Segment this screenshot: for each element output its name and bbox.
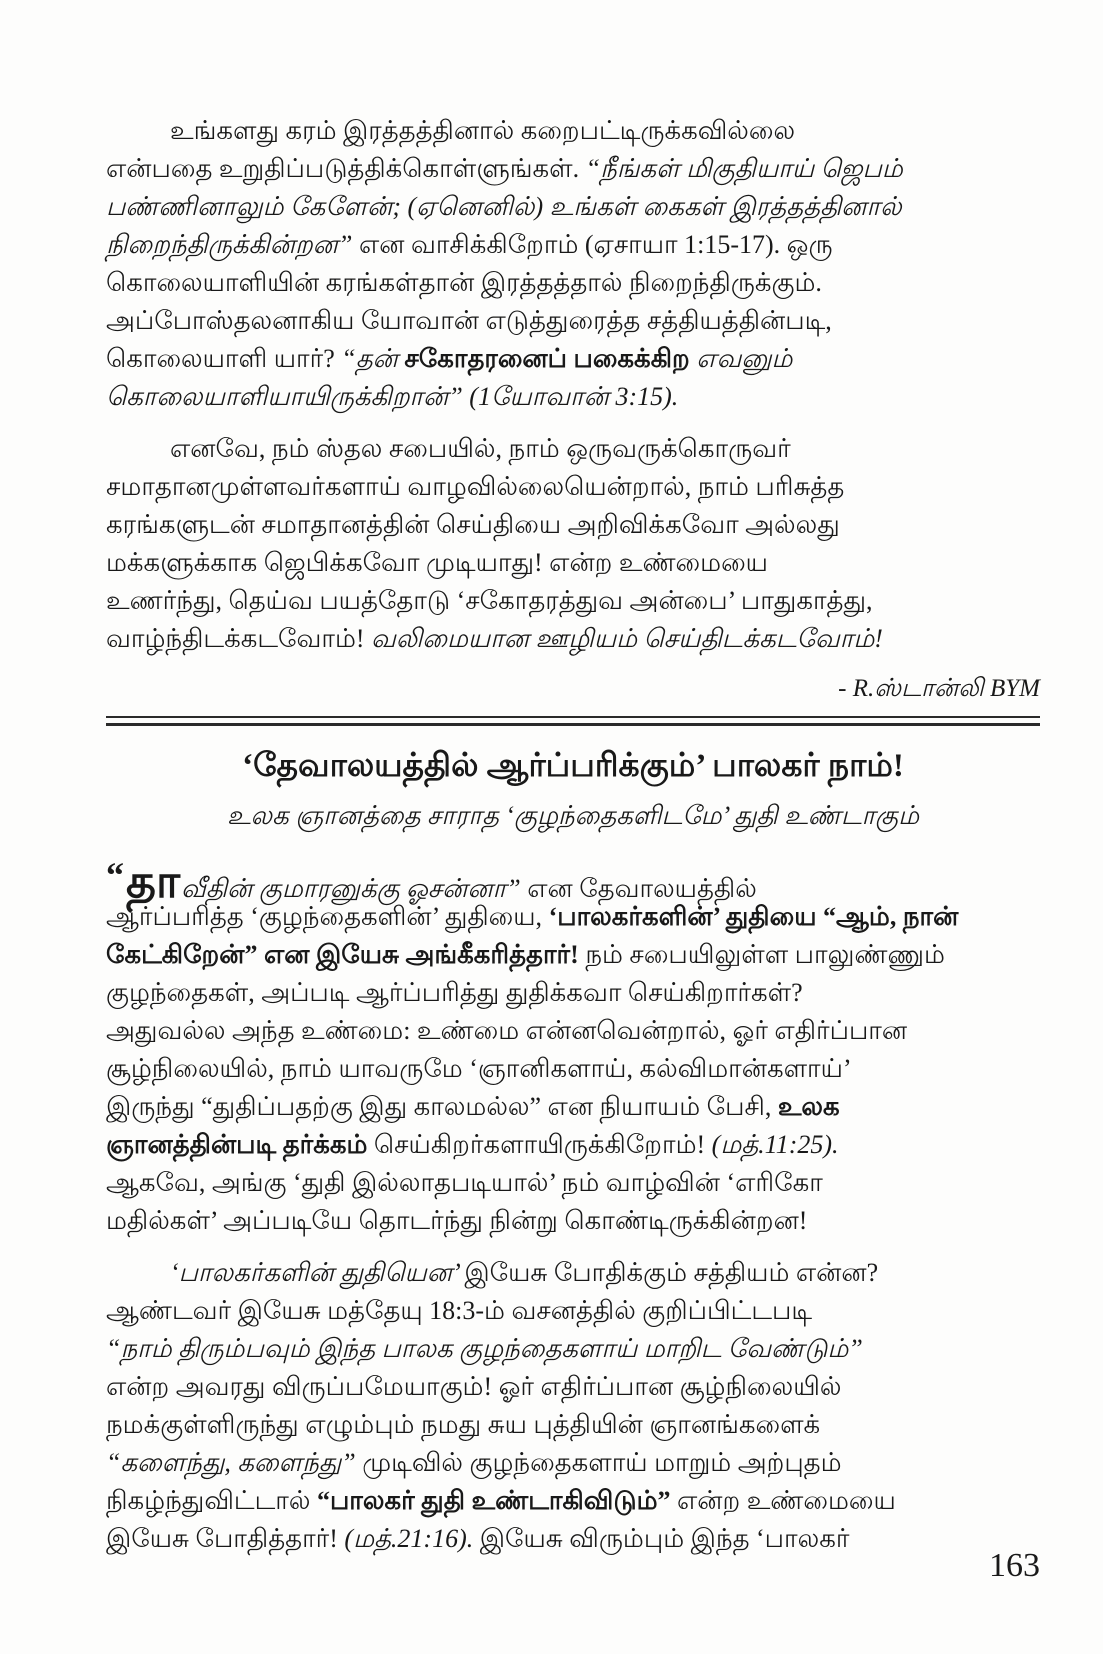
text-segment: (மத்.21:16).: [344, 1524, 480, 1553]
text-segment: நமக்குள்ளிருந்து எழும்பும் நமது சுய புத்தியின் ஞானங்களைக்: [106, 1410, 821, 1439]
text-segment: இயேசு போதிக்கும் சத்தியம் என்ன?: [464, 1258, 879, 1287]
text-segment: என தேவாலயத்தில்: [527, 874, 757, 903]
text-segment: “தன்: [341, 344, 405, 373]
text-segment: சமாதானமுள்ளவர்களாய் வாழவில்லையென்றால், நாம் பரிசுத்த: [106, 472, 845, 501]
text-segment: எவனும்: [696, 344, 793, 373]
text-segment: என வாசிக்கிறோம் (ஏசாயா 1:15-17). ஒரு: [358, 230, 833, 259]
text-line: [106, 112, 1040, 150]
text-line: [106, 264, 1040, 302]
article-subtitle: உலக ஞானத்தை சாராத ‘குழந்தைகளிடமே’ துதி உண்டாகும்: [226, 801, 920, 830]
text-segment: கரங்களுடன் சமாதானத்தின் செய்தியை அறிவிக்கவோ அல்லது: [106, 510, 840, 539]
text-segment: கொலையாளியின் கரங்கள்தான் இரத்தத்தால் நிறைந்திருக்கும்.: [106, 268, 822, 297]
text-segment: சகோதரனைப் பகைக்கிற: [404, 344, 697, 373]
text-line: [106, 1050, 1040, 1088]
text-line: [106, 620, 1040, 658]
text-segment: என்ற உண்மையை: [677, 1486, 896, 1515]
text-line: [106, 1202, 1040, 1240]
text-segment: பண்ணினாலும் கேளேன்; (ஏனெனில்) உங்கள் கைகள் இரத்தத்தினால்: [106, 192, 902, 221]
paragraph: [106, 1254, 1040, 1558]
text-line: [106, 1012, 1040, 1050]
text-segment: இயேசு போதித்தார்!: [106, 1524, 345, 1553]
text-segment: அதுவல்ல அந்த உண்மை: உண்மை என்னவென்றால், ஓர் எதிர்ப்பான: [106, 1016, 908, 1045]
text-segment: சூழ்நிலையில், நாம் யாவருமே ‘ஞானிகளாய், கல்விமான்களாய்’: [106, 1054, 852, 1083]
text-segment: “களைந்து, களைந்து”: [106, 1448, 363, 1477]
text-line: [106, 226, 1040, 264]
text-line: [106, 1254, 1040, 1292]
text-line: [106, 150, 1040, 188]
text-line: [106, 1368, 1040, 1406]
text-segment: ஞானத்தின்படி தர்க்கம்: [106, 1130, 374, 1159]
text-line: [106, 506, 1040, 544]
text-segment: குழந்தைகள், அப்படி ஆர்ப்பரித்து துதிக்கவா செய்கிறார்கள்?: [106, 978, 803, 1007]
text-segment: “நாம் திரும்பவும் இந்த பாலக குழந்தைகளாய் மாறிட வேண்டும்”: [106, 1334, 863, 1363]
text-line: [106, 340, 1040, 378]
article-body: [106, 852, 1040, 1558]
text-line: [106, 1088, 1040, 1126]
text-segment: ஆகவே, அங்கு ‘துதி இல்லாதபடியால்’ நம் வாழ்வின் ‘எரிகோ: [106, 1168, 823, 1197]
text-segment: இருந்து “துதிப்பதற்கு இது காலமல்ல” என நியாயம் பேசி,: [106, 1092, 778, 1121]
text-segment: எனவே, நம் ஸ்தல சபையில், நாம் ஒருவருக்கொருவர்: [170, 434, 791, 463]
text-line: [106, 430, 1040, 468]
text-segment: கேட்கிறேன்” என இயேசு அங்கீகரித்தார்!: [106, 940, 586, 969]
text-line: [106, 1292, 1040, 1330]
text-segment: நம் சபையிலுள்ள பாலுண்ணும்: [585, 940, 945, 969]
text-line: [106, 852, 1040, 907]
text-segment: உங்களது கரம் இரத்தத்தினால் கறைபட்டிருக்கவில்லை: [170, 116, 796, 145]
text-segment: செய்கிறர்களாயிருக்கிறோம்!: [373, 1130, 712, 1159]
text-line: [106, 544, 1040, 582]
text-segment: மக்களுக்காக ஜெபிக்கவோ முடியாது! என்ற உண்மையை: [106, 548, 768, 577]
text-segment: வலிமையான ஊழியம் செய்திடக்கடவோம்!: [371, 624, 883, 653]
text-line: [106, 188, 1040, 226]
text-segment: உணர்ந்து, தெய்வ பயத்தோடு ‘சகோதரத்துவ அன்பை’ பாதுகாத்து,: [106, 586, 873, 615]
text-column: [106, 112, 1040, 1572]
text-line: [106, 378, 1040, 416]
text-segment: வீதின் குமாரனுக்கு ஓசன்னா”: [181, 874, 528, 903]
text-segment: மதில்கள்’ அப்படியே தொடர்ந்து நின்று கொண்டிருக்கின்றன!: [106, 1206, 808, 1235]
section-divider-rule: [106, 716, 1040, 726]
section-ending: [106, 112, 1040, 658]
article-title: ‘தேவாலயத்தில் ஆர்ப்பரிக்கும்’ பாலகர் நாம்!: [242, 748, 904, 784]
text-segment: ‘பாலகர்களின் துதியென’: [170, 1258, 465, 1287]
paragraph: [106, 852, 1040, 1240]
text-segment: கொலையாளி யார்?: [106, 344, 342, 373]
text-line: [106, 1164, 1040, 1202]
author-attribution: - R.ஸ்டான்லி BYM: [838, 675, 1040, 702]
opening-quote-mark: “: [106, 855, 124, 895]
text-line: [106, 898, 1040, 936]
text-line: [106, 1126, 1040, 1164]
text-segment: ‘பாலகர்களின்’ துதியை “ஆம், நான்: [548, 902, 959, 931]
text-segment: முடிவில் குழந்தைகளாய் மாறும் அற்புதம்: [362, 1448, 842, 1477]
text-line: [106, 974, 1040, 1012]
text-segment: நிறைந்திருக்கின்றன”: [106, 230, 359, 259]
page-number: 163: [989, 1547, 1040, 1584]
drop-cap: தா: [126, 856, 181, 907]
text-segment: நிகழ்ந்துவிட்டால்: [106, 1486, 317, 1515]
text-line: [106, 582, 1040, 620]
text-line: [106, 1444, 1040, 1482]
text-segment: இயேசு விரும்பும் இந்த ‘பாலகர்: [479, 1524, 850, 1553]
text-segment: ஆர்ப்பரித்த ‘குழந்தைகளின்’ துதியை,: [106, 902, 549, 931]
text-line: [106, 1482, 1040, 1520]
text-segment: கொலையாளியாயிருக்கிறான்” (1யோவான் 3:15).: [106, 382, 679, 411]
text-line: [106, 1330, 1040, 1368]
text-segment: “பாலகர் துதி உண்டாகிவிடும்”: [316, 1486, 677, 1515]
text-segment: வாழ்ந்திடக்கடவோம்!: [106, 624, 372, 653]
text-line: [106, 302, 1040, 340]
text-line: [106, 1406, 1040, 1444]
text-segment: (மத்.11:25).: [711, 1130, 839, 1159]
text-line: [106, 468, 1040, 506]
text-line: [106, 936, 1040, 974]
text-segment: “நீங்கள் மிகுதியாய் ஜெபம்: [585, 154, 903, 183]
text-segment: என்பதை உறுதிப்படுத்திக்கொள்ளுங்கள்.: [106, 154, 586, 183]
text-segment: உலக: [777, 1092, 840, 1121]
paragraph: [106, 430, 1040, 658]
text-segment: என்ற அவரது விருப்பமேயாகும்! ஓர் எதிர்ப்பான சூழ்நிலையில்: [106, 1372, 842, 1401]
paragraph: [106, 112, 1040, 416]
text-segment: அப்போஸ்தலனாகிய யோவான் எடுத்துரைத்த சத்தியத்தின்படி,: [106, 306, 832, 335]
text-segment: ஆண்டவர் இயேசு மத்தேயு 18:3-ம் வசனத்தில் குறிப்பிட்டபடி: [106, 1296, 813, 1325]
